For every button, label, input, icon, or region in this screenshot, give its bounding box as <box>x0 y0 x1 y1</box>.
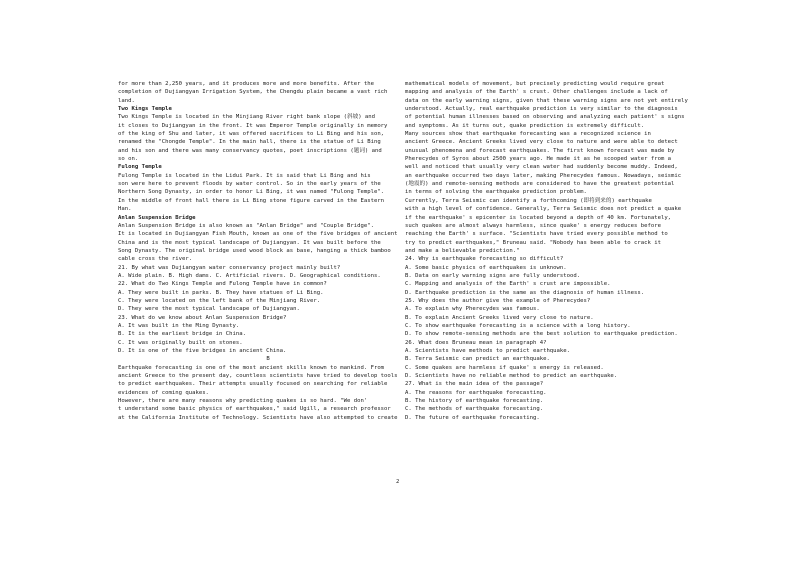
text-line: D. To show remote-sensing methods are the best solution to earthquake prediction. <box>405 331 678 338</box>
text-line: ancient Greece to the present day, countless scientists have tried to develop tools <box>118 373 398 380</box>
text-line: and symptoms. As it turns out, quake prediction is extremely difficult. <box>405 122 645 129</box>
text-line: for more than 2,250 years, and it produces more and more benefits. After the <box>118 81 374 87</box>
text-line: in terms of solving the earthquake prediction problem. <box>405 189 587 196</box>
text-line: and make a believable prediction." <box>405 247 520 254</box>
text-line: an earthquake occurred two days later, making Pherecydes famous. Nowadays, seismic <box>405 172 682 179</box>
text-line: renamed the "Chongde Temple". In the main hall, there is the statue of Li Bing <box>118 139 381 146</box>
text-line: Earthquake forecasting is one of the most ancient skills known to mankind. From <box>118 364 385 371</box>
text-line: In the middle of front hall there is Li Bing stone figure carved in the Eastern <box>118 197 385 204</box>
text-line: D. Earthquake prediction is the same as the diagnosis of human illness. <box>405 289 645 296</box>
text-line: B. Terra Seismic can predict an earthquake. <box>405 356 550 363</box>
text-line: Currently, Terra Seismic can identify a forthcoming (即将到来的) earthquake <box>405 197 652 204</box>
text-line: B. The history of earthquake forecasting. <box>405 398 544 405</box>
text-line: understood. Actually, real earthquake prediction is very similar to the diagnosis <box>405 106 678 113</box>
text-line: it closes to Dujiangyan in the front. It was Emperor Temple originally in memory <box>118 122 388 129</box>
text-line: D. They were the most typical landscape of Dujiangyan. <box>118 306 300 313</box>
text-line: try to predict earthquakes," Bruneau said. "Nobody has been able to crack it <box>405 239 661 246</box>
text-line: 26. What does Bruneau mean in paragraph 4? <box>405 339 547 346</box>
text-line: with a high level of confidence. Generally, Terra Seismic does not predict a quake <box>405 206 682 213</box>
text-line: B. It is the earliest bridge in China. <box>118 331 246 338</box>
text-line: data on the early warning signs, given that these warning signs are not yet entirely <box>405 97 688 104</box>
text-line: evidences of coming quakes. <box>118 389 209 396</box>
text-line: unusual phenomena and forecast earthquakes. The first known forecast was made by <box>405 147 675 154</box>
text-line: mathematical models of movement, but precisely predicting would require great <box>405 81 665 87</box>
left-column <box>118 80 418 422</box>
text-line: son were here to prevent floods by water control. So in the early years of the <box>118 181 381 188</box>
right-column <box>405 80 705 422</box>
text-line: 22. What do Two Kings Temple and Fulong Temple have in common? <box>118 281 327 288</box>
text-line: ancient Greece. Ancient Greeks lived very close to nature and were able to detect <box>405 139 678 146</box>
text-line: so on. <box>118 156 139 163</box>
text-line: of the king of Shu and later, it was offered sacrifices to Li Bing and his son, <box>118 131 385 138</box>
text-line: Two Kings Temple is located in the Minjiang River right bank slope (斜坡) and <box>118 114 376 121</box>
page-number: 2 <box>396 479 400 485</box>
text-line: D. The future of earthquake forecasting. <box>405 414 540 421</box>
text-line: land. <box>118 97 135 104</box>
text-line: if the earthquake' s epicenter is located beyond a depth of 40 km. Fortunately, <box>405 214 672 221</box>
text-line: C. The methods of earthquake forecasting. <box>405 406 544 413</box>
text-line: China and is the most typical landscape of Dujiangyan. It was built before the <box>118 239 381 246</box>
text-line: A. Some basic physics of earthquakes is unknown. <box>405 264 567 271</box>
text-line: It is located in Dujiangyan Fish Mouth, known as one of the five bridges of ancient <box>118 231 398 238</box>
text-line: C. To show earthquake forecasting is a science with a long history. <box>405 322 631 329</box>
text-line: cable cross the river. <box>118 256 193 263</box>
text-line: Anlan Suspension Bridge <box>118 214 196 221</box>
text-line: Two Kings Temple <box>118 106 172 113</box>
text-line: D. It is one of the five bridges in ancient China. <box>118 348 287 354</box>
text-line: 27. What is the main idea of the passage? <box>405 381 544 388</box>
text-line: C. It was originally built on stones. <box>118 339 243 346</box>
text-line: at the California Institute of Technology. Scientists have also attempted to create <box>118 414 398 421</box>
text-line: t understand some basic physics of earthquakes," said Ugill, a research professor <box>118 406 391 413</box>
text-line: Fulong Temple is located in the Lidui Park. It is said that Li Bing and his <box>118 172 371 179</box>
text-line: such quakes are almost always harmless, since quake' s energy reduces before <box>405 222 661 229</box>
text-line: A. It was built in the Ming Dynasty. <box>118 322 240 329</box>
text-line: completion of Dujiangyan Irrigation System, the Chengdu plain became a vast rich <box>118 89 388 96</box>
text-line: mapping and analysis of the Earth' s crust. Other challenges include a lack of <box>405 89 668 96</box>
text-line: 25. Why does the author give the example of Pherecydes? <box>405 297 591 304</box>
text-line: reaching the Earth' s surface. "Scientists have tried every possible method to <box>405 231 668 238</box>
text-line: Many sources show that earthquake forecasting was a recognized science in <box>405 131 651 138</box>
text-line: Anlan Suspension Bridge is also known as "Anlan Bridge" and "Couple Bridge". <box>118 222 374 229</box>
text-line: A. The reasons for earthquake forecasting. <box>405 389 547 396</box>
text-line: Pherecydes of Syros about 2500 years ago. He made it as he scooped water from a <box>405 156 672 163</box>
text-line: 23. What do we know about Anlan Suspension Bridge? <box>118 314 287 321</box>
text-line: 21. By what was Dujiangyan water conservancy project mainly built? <box>118 264 341 271</box>
text-line: 24. Why is earthquake forecasting so difficult? <box>405 256 564 263</box>
text-line: A. To explain why Pherecydes was famous. <box>405 306 540 313</box>
text-line: (地震的) and remote-sensing methods are considered to have the greatest potential <box>405 181 675 188</box>
text-line: Song Dynasty. The original bridge used wood block as base, hanging a thick bamboo <box>118 247 391 254</box>
text-line: of potential human illnesses based on observing and analyzing each patient' s signs <box>405 114 685 121</box>
text-line: and his son and there was many conservancy quotes, poet inscriptions (题词) and <box>118 147 382 154</box>
text-line: A. Wide plain. B. High dams. C. Artificial rivers. D. Geographical conditions. <box>118 272 381 279</box>
text-line: However, there are many reasons why predicting quakes is so hard. "We don' <box>118 398 368 405</box>
text-line: well and noticed that usually very clean water had suddenly become muddy. Indeed, <box>405 164 678 171</box>
text-line: B <box>266 356 270 363</box>
text-line: Northern Song Dynasty, in order to honor Li Bing, it was named "Fulong Temple". <box>118 189 385 196</box>
text-line: B. Data on early warning signs are fully understood. <box>405 272 581 279</box>
text-line: to predict earthquakes. Their attempts usually focused on searching for reliable <box>118 381 388 388</box>
text-line: C. Some quakes are harmless if quake' s energy is released. <box>405 364 604 371</box>
text-line: A. Scientists have methods to predict earthquake. <box>405 348 571 354</box>
text-line: B. To explain Ancient Greeks lived very close to nature. <box>405 314 594 321</box>
text-line: C. They were located on the left bank of the Minjiang River. <box>118 297 321 304</box>
text-line: Han. <box>118 206 132 213</box>
text-line: C. Mapping and analysis of the Earth' s crust are impossible. <box>405 281 611 288</box>
text-line: Fulong Temple <box>118 164 162 171</box>
text-line: D. Scientists have no reliable method to predict an earthquake. <box>405 373 618 380</box>
text-line: A. They were built in parks. B. They have statues of Li Bing. <box>118 289 324 296</box>
